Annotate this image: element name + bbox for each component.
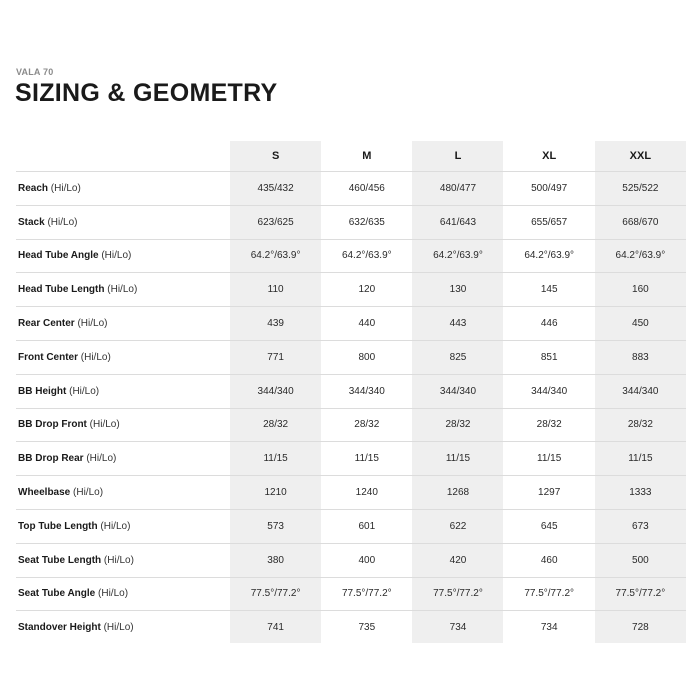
cell-l: 641/643 (412, 205, 503, 239)
cell-xxl: 64.2°/63.9° (595, 239, 686, 273)
row-label (16, 307, 230, 341)
cell-xxl: 525/522 (595, 172, 686, 206)
cell-xl: 28/32 (504, 408, 595, 442)
cell-xl: 1297 (504, 476, 595, 510)
row-label (16, 543, 230, 577)
row-label (16, 577, 230, 611)
cell-xl: 77.5°/77.2° (504, 577, 595, 611)
row-label-suffix: (Hi/Lo) (48, 182, 81, 194)
cell-l: 734 (449, 622, 467, 634)
row-label-name: BB Height (18, 385, 67, 397)
cell-m: 1240 (321, 476, 412, 510)
row-label-name: Head Tube Angle (18, 250, 99, 262)
cell-xl: 145 (504, 273, 595, 307)
table-row (16, 476, 686, 510)
cell-xxl: 344/340 (595, 374, 686, 408)
geometry-table (16, 141, 686, 644)
row-label-name: Wheelbase (18, 487, 71, 499)
cell-s: 741 (267, 622, 284, 634)
size-header-xxl: XXL (595, 141, 686, 172)
table-row (16, 172, 686, 206)
row-label (16, 408, 230, 442)
cell-l: 11/15 (412, 442, 503, 476)
cell-l: 1268 (412, 476, 503, 510)
cell-l: 825 (412, 340, 503, 374)
row-label-suffix: (Hi/Lo) (74, 318, 108, 330)
row-label (16, 205, 230, 239)
row-label-suffix: (Hi/Lo) (78, 351, 111, 363)
cell-s: 77.5°/77.2° (230, 577, 321, 611)
cell-m: 400 (321, 543, 412, 577)
row-label-name: Seat Tube Angle (18, 588, 96, 600)
row-label-suffix: (Hi/Lo) (86, 419, 120, 431)
header-corner (16, 141, 230, 172)
cell-s: 28/32 (230, 408, 321, 442)
cell-xl: 655/657 (504, 205, 595, 239)
table-row (16, 577, 686, 611)
row-label-name: Head Tube Length (18, 284, 105, 296)
cell-m: 440 (321, 307, 412, 341)
cell-s: 64.2°/63.9° (230, 239, 321, 273)
row-label-name: Standover Height (18, 622, 101, 634)
cell-m: 632/635 (321, 205, 412, 239)
cell-xl: 851 (504, 340, 595, 374)
row-label-name: Top Tube Length (18, 520, 98, 532)
row-label (16, 340, 230, 374)
row-label-suffix: (Hi/Lo) (104, 284, 138, 296)
cell-l: 64.2°/63.9° (412, 239, 503, 273)
cell-l: 443 (412, 307, 503, 341)
cell-xl: 344/340 (504, 374, 595, 408)
size-header-s: S (230, 141, 321, 172)
cell-l: 622 (412, 509, 503, 543)
cell-l: 130 (412, 273, 503, 307)
page-title: SIZING & GEOMETRY (15, 79, 278, 107)
cell-m: 11/15 (321, 442, 412, 476)
cell-m: 28/32 (321, 408, 412, 442)
row-label-name: Rear Center (18, 318, 75, 330)
row-label-name: Reach (18, 182, 49, 194)
row-label (16, 476, 230, 510)
cell-xxl: 728 (632, 622, 649, 634)
table-row (16, 239, 686, 273)
row-label-suffix: (Hi/Lo) (98, 250, 132, 262)
cell-s: 573 (230, 509, 321, 543)
cell-m: 120 (321, 273, 412, 307)
row-label-name: Seat Tube Length (18, 554, 102, 566)
row-label-suffix: (Hi/Lo) (101, 554, 134, 566)
cell-xxl: 673 (595, 509, 686, 543)
cell-xxl: 450 (595, 307, 686, 341)
cell-xxl: 160 (595, 273, 686, 307)
cell-l: 28/32 (412, 408, 503, 442)
cell-s: 380 (230, 543, 321, 577)
model-name: VALA 70 (16, 67, 54, 77)
geometry-table-body (16, 172, 686, 645)
cell-s: 623/625 (230, 205, 321, 239)
table-row (16, 307, 686, 341)
cell-m: 460/456 (321, 172, 412, 206)
size-header-xl: XL (504, 141, 595, 172)
row-label-name: BB Drop Front (18, 419, 87, 431)
cell-xl: 460 (504, 543, 595, 577)
cell-s: 110 (230, 273, 321, 307)
cell-m: 735 (358, 622, 376, 634)
cell-xl: 64.2°/63.9° (504, 239, 595, 273)
row-label-suffix: (Hi/Lo) (66, 385, 100, 397)
row-label-suffix: (Hi/Lo) (97, 520, 131, 532)
cell-m: 64.2°/63.9° (321, 239, 412, 273)
cell-xl: 734 (540, 622, 558, 634)
cell-xl: 11/15 (504, 442, 595, 476)
size-header-m: M (321, 141, 412, 172)
cell-xl: 500/497 (504, 172, 595, 206)
row-label-name: Stack (18, 216, 45, 228)
cell-m: 601 (321, 509, 412, 543)
cell-xxl: 77.5°/77.2° (595, 577, 686, 611)
row-label (16, 442, 230, 476)
cell-l: 344/340 (412, 374, 503, 408)
table-row (16, 543, 686, 577)
row-label-suffix: (Hi/Lo) (83, 453, 117, 465)
row-label-suffix: (Hi/Lo) (70, 487, 104, 499)
cell-xl: 446 (504, 307, 595, 341)
row-label (16, 611, 230, 644)
cell-l: 480/477 (412, 172, 503, 206)
cell-l: 420 (412, 543, 503, 577)
cell-m: 344/340 (321, 374, 412, 408)
table-row (16, 205, 686, 239)
table-row (16, 273, 686, 307)
cell-m: 77.5°/77.2° (321, 577, 412, 611)
cell-xxl: 11/15 (595, 442, 686, 476)
table-row (16, 509, 686, 543)
row-label (16, 239, 230, 273)
row-label-suffix: (Hi/Lo) (100, 622, 134, 634)
table-row (16, 340, 686, 374)
cell-s: 1210 (230, 476, 321, 510)
cell-s: 11/15 (230, 442, 321, 476)
cell-s: 435/432 (230, 172, 321, 206)
cell-xxl: 1333 (595, 476, 686, 510)
cell-m: 800 (321, 340, 412, 374)
cell-s: 771 (230, 340, 321, 374)
cell-xxl: 668/670 (595, 205, 686, 239)
row-label-suffix: (Hi/Lo) (95, 588, 129, 600)
row-label (16, 509, 230, 543)
row-label-suffix: (Hi/Lo) (44, 216, 78, 228)
row-label (16, 273, 230, 307)
cell-xl: 645 (504, 509, 595, 543)
row-label (16, 374, 230, 408)
cell-xxl: 28/32 (595, 408, 686, 442)
cell-s: 344/340 (230, 374, 321, 408)
cell-xxl: 500 (595, 543, 686, 577)
cell-xxl: 883 (595, 340, 686, 374)
row-label-name: Front Center (18, 351, 78, 363)
cell-s: 439 (230, 307, 321, 341)
table-row (16, 611, 686, 644)
cell-l: 77.5°/77.2° (412, 577, 503, 611)
table-row (16, 374, 686, 408)
size-header-l: L (412, 141, 503, 172)
header-row (16, 141, 686, 172)
table-row (16, 442, 686, 476)
row-label (16, 172, 230, 206)
row-label-name: BB Drop Rear (18, 453, 84, 465)
table-row (16, 408, 686, 442)
